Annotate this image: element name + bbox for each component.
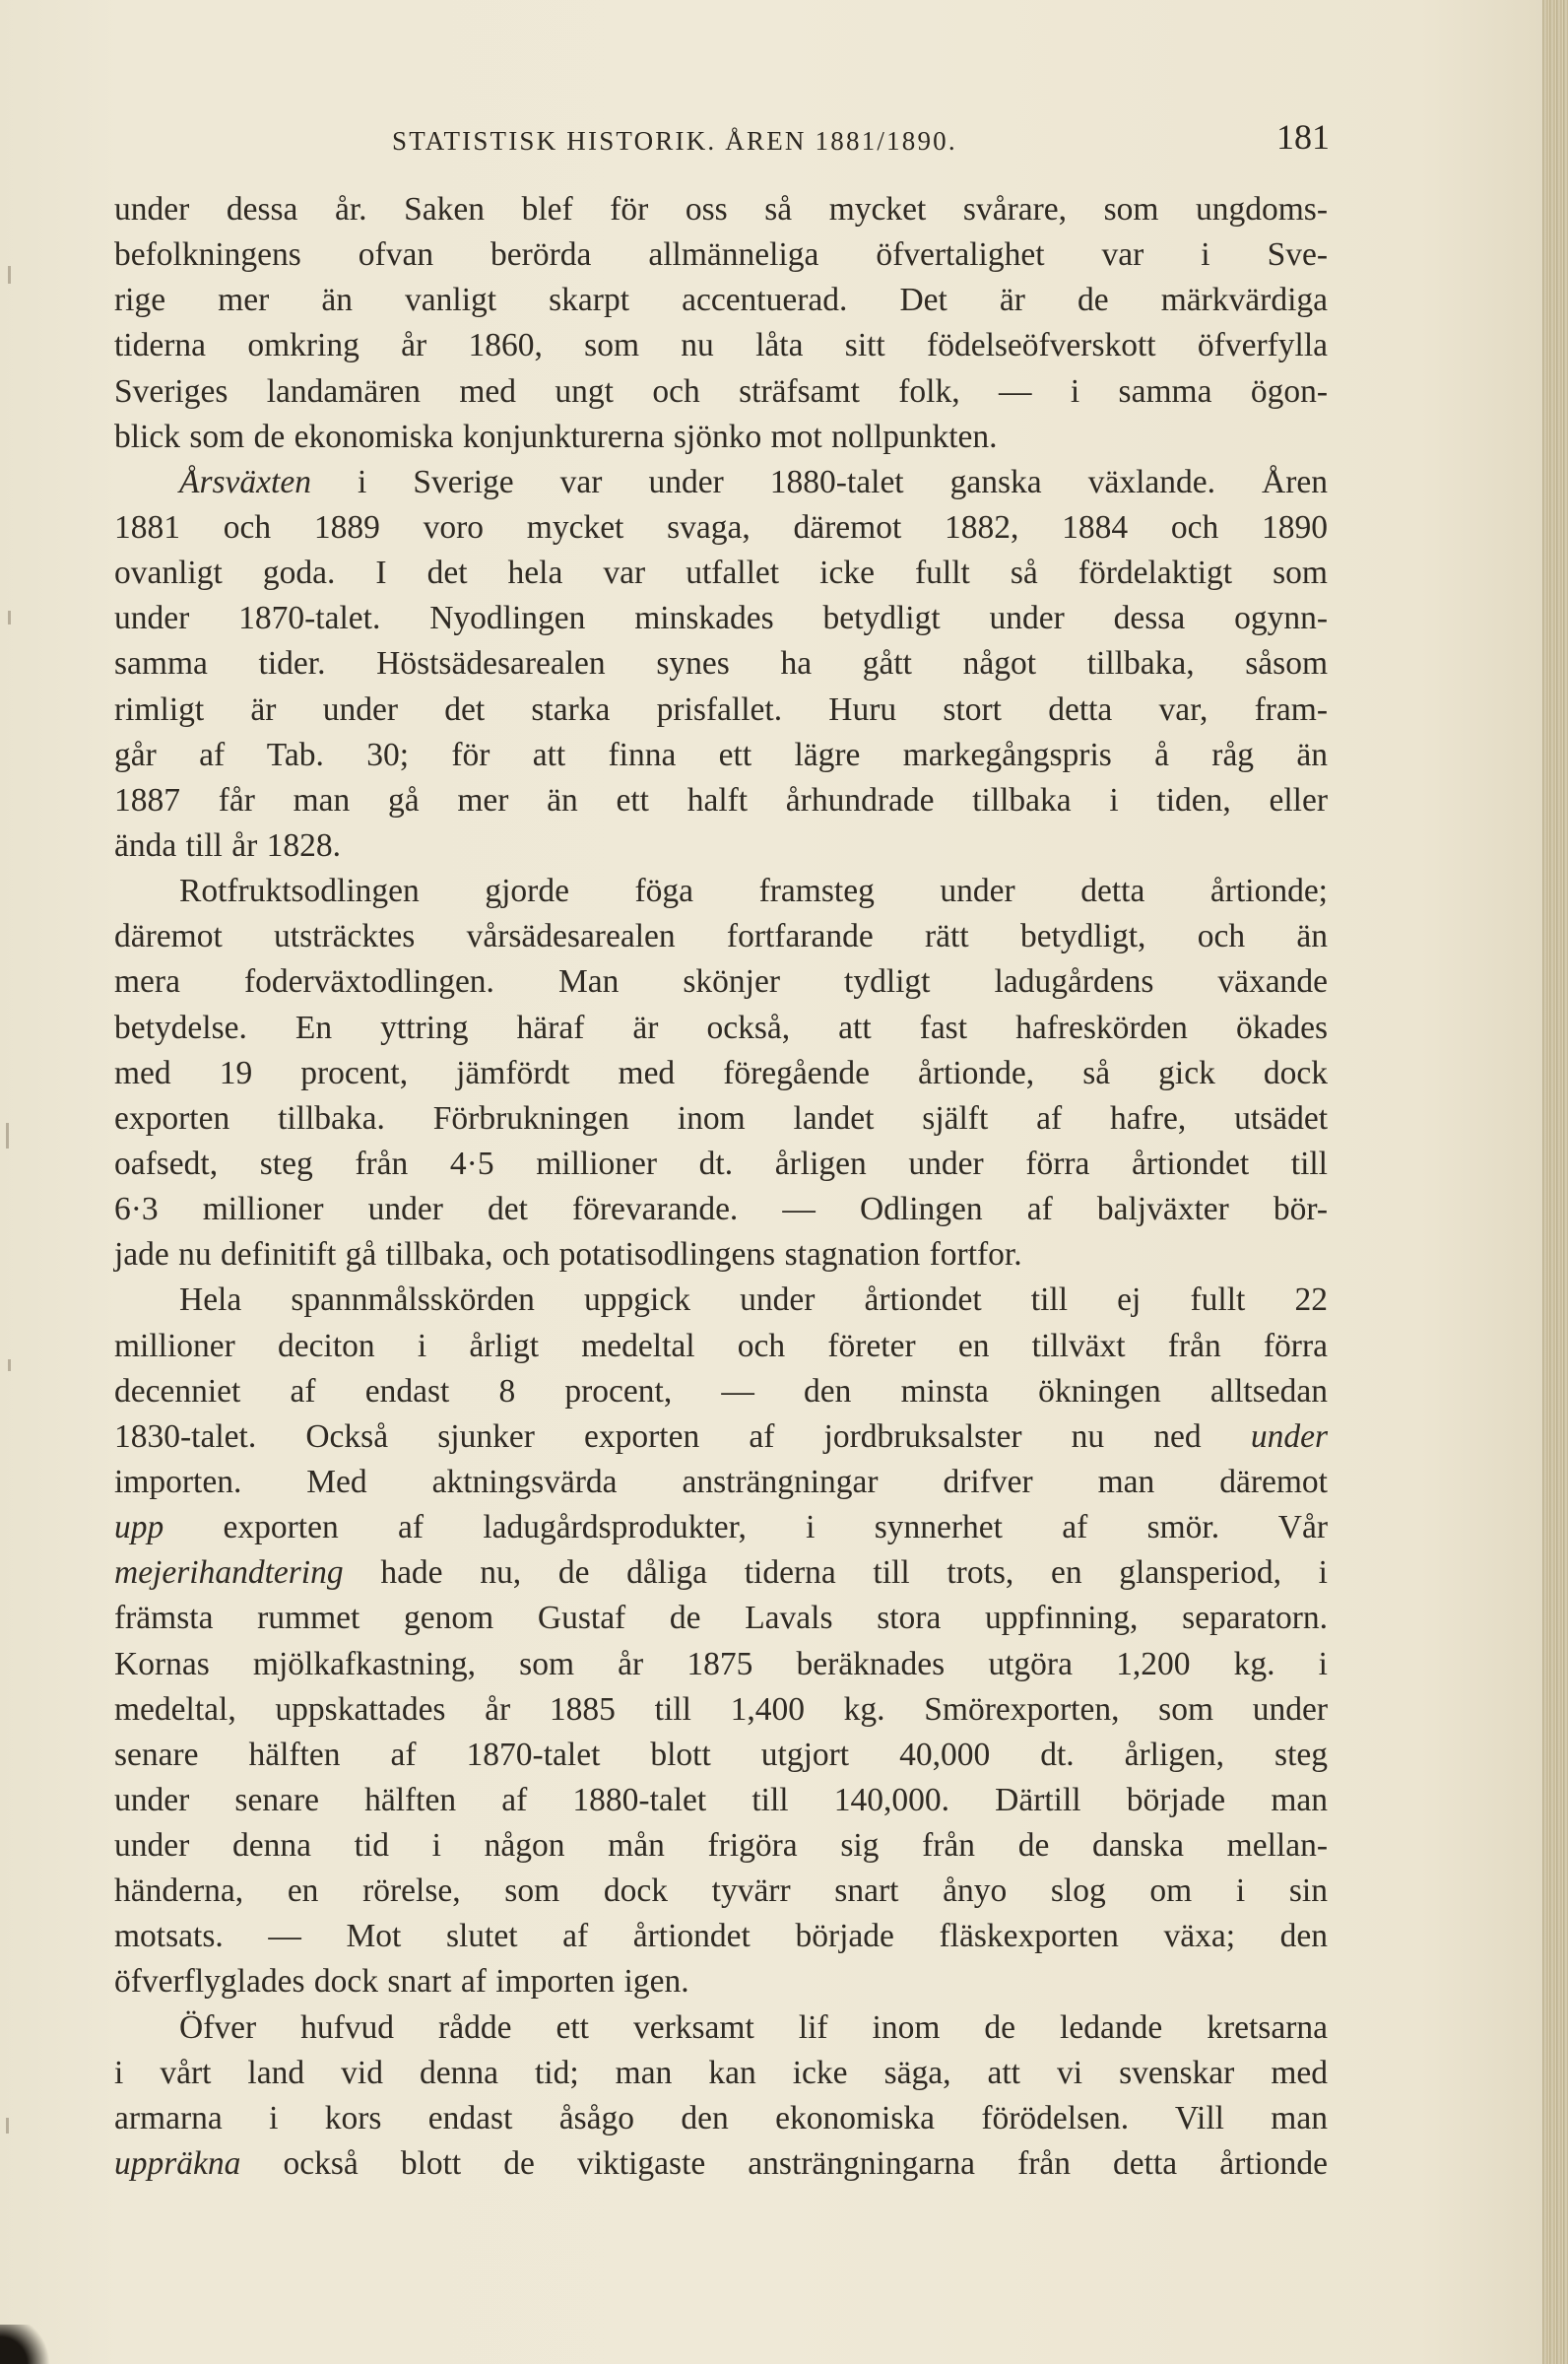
text-line: Rotfruktsodlingen gjorde föga framsteg under detta årtionde; [179,873,1328,910]
italic-word: upp [114,1509,164,1546]
italic-word: Årsväxten [179,463,311,500]
margin-mark [8,611,11,624]
text-line: däremot utsträcktes vårsädesarealen fortfarande rätt betydligt, och än [114,918,1328,955]
text-line: ända till år 1828. [114,826,341,864]
italic-word: mejerihandtering [114,1554,344,1592]
italic-line-content: 1830-talet. Också sjunker exporten af jordbruksalster nu ned under [114,1417,1328,1455]
text-line: tiderna omkring år 1860, som nu låta sitt födelseöfverskott öfverfylla [114,327,1328,364]
text-line: betydelse. En yttring häraf är också, att fast hafreskörden ökades [114,1009,1328,1046]
text-line: medeltal, uppskattades år 1885 till 1,400 kg. Smörexporten, som under [114,1690,1328,1728]
text-line: Sveriges landamären med ungt och sträfsamt folk, — i samma ögon- [114,372,1328,410]
text-line: befolkningens ofvan berörda allmänneliga öfvertalighet var i Sve- [114,236,1328,274]
text-line: ovanligt goda. I det hela var utfallet icke fullt så fördelaktigt som [114,555,1328,592]
italic-word: uppräkna [114,2145,241,2183]
text-line: 6·3 millioner under det förevarande. — Odlingen af baljväxter bör- [114,1191,1328,1228]
italic-word: under [1250,1417,1328,1455]
text-line [114,1414,1328,1460]
text-line: senare hälften af 1870-talet blott utgjort 40,000 dt. årligen, steg [114,1736,1328,1773]
text-line: samma tider. Höstsädesarealen synes ha gått något tillbaka, såsom [114,645,1328,683]
italic-line-content: uppräkna också blott de viktigaste ansträngningarna från detta årtionde [114,2145,1328,2183]
text-line: går af Tab. 30; för att finna ett lägre markegångspris å råg än [114,736,1328,773]
text-line: Hela spannmålsskörden uppgick under årtiondet till ej fullt 22 [179,1281,1328,1319]
italic-line-content: mejerihandtering hade nu, de dåliga tiderna till trots, en glansperiod, i [114,1554,1328,1592]
text-line: blick som de ekonomiska konjunkturerna sjönko mot nollpunkten. [114,418,998,455]
italic-line-content: upp exporten af ladugårdsprodukter, i synnerhet af smör. Vår [114,1509,1328,1546]
text-line: under dessa år. Saken blef för oss så mycket svårare, som ungdoms- [114,191,1328,228]
text-line: öfverflyglades dock snart af importen igen. [114,1963,689,2001]
margin-mark [6,2118,9,2134]
text-line: främsta rummet genom Gustaf de Lavals stora uppfinning, separatorn. [114,1600,1328,1637]
text-line: exporten tillbaka. Förbrukningen inom landet själft af hafre, utsädet [114,1099,1328,1137]
text-line: armarna i kors endast åsågo den ekonomiska förödelsen. Vill man [114,2099,1328,2136]
margin-mark [6,1123,9,1149]
text-line: Kornas mjölkafkastning, som år 1875 beräknades utgöra 1,200 kg. i [114,1645,1328,1682]
text-line: under senare hälften af 1880-talet till 140,000. Därtill började man [114,1781,1328,1818]
text-line: under 1870-talet. Nyodlingen minskades betydligt under dessa ogynn- [114,600,1328,637]
page-edge [1542,0,1568,2364]
text-line: händerna, en rörelse, som dock tyvärr snart ånyo slog om i sin [114,1872,1328,1910]
text-line [114,460,1328,505]
corner-shadow [0,2325,59,2364]
text-line: millioner deciton i årligt medeltal och företer en tillväxt från förra [114,1327,1328,1364]
text-line [114,1550,1328,1596]
text-line: importen. Med aktningsvärda ansträngningar drifver man däremot [114,1463,1328,1500]
text-line: decenniet af endast 8 procent, — den minsta ökningen alltsedan [114,1372,1328,1410]
running-head: STATISTISK HISTORIK. ÅREN 1881/1890. [392,126,957,156]
margin-mark [8,1359,11,1371]
margin-mark [8,266,11,284]
text-line: 1881 och 1889 voro mycket svaga, däremot 1882, 1884 och 1890 [114,508,1328,546]
italic-line-content: Årsväxten i Sverige var under 1880-talet ganska växlande. Åren [179,463,1328,500]
page-number: 181 [1276,117,1330,157]
text-line: oafsedt, steg från 4·5 millioner dt. årligen under förra årtiondet till [114,1145,1328,1182]
text-line: under denna tid i någon mån frigöra sig från de danska mellan- [114,1827,1328,1865]
text-line: mera foderväxtodlingen. Man skönjer tydligt ladugårdens växande [114,963,1328,1001]
text-line: rige mer än vanligt skarpt accentuerad. Det är de märkvärdiga [114,282,1328,319]
text-line: 1887 får man gå mer än ett halft århundrade tillbaka i tiden, eller [114,781,1328,819]
text-line: motsats. — Mot slutet af årtiondet började fläskexporten växa; den [114,1918,1328,1955]
text-line: med 19 procent, jämfördt med föregående årtionde, så gick dock [114,1054,1328,1091]
text-line: jade nu definitift gå tillbaka, och potatisodlingens stagnation fortfor. [114,1236,1022,1274]
body-text [114,187,1328,2187]
text-line [114,2141,1328,2187]
text-line: i vårt land vid denna tid; man kan icke säga, att vi svenskar med [114,2054,1328,2091]
page-header [392,116,1330,165]
text-line: Öfver hufvud rådde ett verksamt lif inom de ledande kretsarna [179,2008,1328,2046]
text-line [114,1505,1328,1550]
text-line: rimligt är under det starka prisfallet. Huru stort detta var, fram- [114,690,1328,728]
